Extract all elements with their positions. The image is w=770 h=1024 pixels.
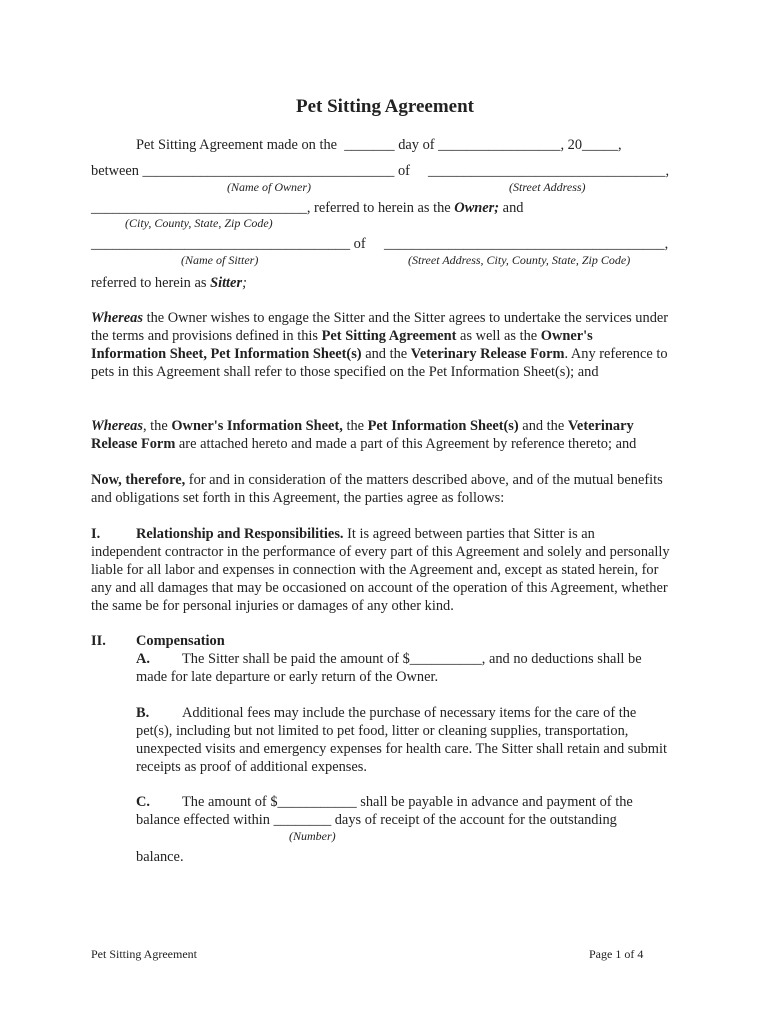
referred-text: referred to herein as [91, 275, 211, 291]
document-title: Pet Sitting Agreement [296, 96, 474, 117]
text: are attached hereto and made a part of this Agreement by reference thereto; and [175, 436, 637, 452]
whereas-paragraph-2 [91, 417, 671, 453]
semicolon: ; [242, 275, 247, 291]
text: and the [361, 346, 411, 362]
caption-city-county: (City, County, State, Zip Code) [125, 216, 273, 230]
and-text: and [499, 200, 524, 216]
bold-term: Owner's Information Sheet, [171, 418, 343, 434]
clause-b-label: B. [136, 705, 150, 721]
bold-term: Owner's Information Sheet, Pet Information Sheet(s) [91, 328, 593, 362]
footer-page-number: Page 1 of 4 [589, 947, 644, 961]
section-2-heading: Compensation [136, 633, 225, 649]
whereas-word: Whereas [91, 418, 143, 434]
text: as well as the [456, 328, 541, 344]
clause-a-text: The Sitter shall be paid the amount of $__________, and no deductions shall be made for late departure or early return of the Owner. [136, 651, 642, 685]
text: , the [142, 418, 172, 434]
clause-a [136, 650, 676, 686]
intro-line-sitter-term [91, 274, 247, 292]
text: for and in consideration of the matters described above, and of the mutual benefits and obligations set forth in this Agreement, the parties agree as follows: [91, 472, 663, 506]
clause-c-line-1 [136, 793, 633, 811]
footer-title: Pet Sitting Agreement [91, 947, 197, 961]
owner-term: Owner; [454, 200, 500, 216]
clause-a-label: A. [136, 651, 150, 667]
text: the Owner wishes to engage the Sitter and the Sitter agrees to undertake the services under the terms and provisions defined in this [91, 310, 669, 344]
clause-b-text: Additional fees may include the purchase of necessary items for the care of the pet(s), including but not limited to pet food, litter or cleaning supplies, transportation, unexpected visits and emergency expenses for health care. The Sitter shall retain and submit receipts as proof of additional expenses. [136, 705, 667, 775]
bold-term: Veterinary Release Form [91, 418, 634, 452]
caption-name-of-owner: (Name of Owner) [227, 180, 311, 194]
intro-line-owner-address: _________________________________, [428, 163, 670, 179]
section-1-body: independent contractor in the performance of every part of this Agreement and solely and personally liable for all labor and expenses in connection with the Agreement and, except as stated herein, for any and all damages that may be occasioned on account of the operation of this Agreement, whether the same be for personal injuries or damages of any other kind. [91, 544, 670, 614]
caption-street-address: (Street Address) [509, 180, 586, 194]
section-2-number: II. [91, 633, 106, 649]
caption-sitter-address: (Street Address, City, County, State, Zip Code) [408, 253, 631, 267]
text: the [342, 418, 368, 434]
clause-b [136, 704, 676, 776]
city-blank-text: ______________________________, referred to herein as the [91, 200, 455, 216]
clause-c-line-2: balance effected within ________ days of receipt of the account for the outstanding [136, 812, 617, 828]
intro-line-date: Pet Sitting Agreement made on the _______ day of _________________, 20_____, [136, 137, 622, 153]
caption-number: (Number) [289, 829, 336, 843]
bold-term: Veterinary Release Form [410, 346, 565, 362]
text: It is agreed between parties that Sitter is an [343, 526, 595, 542]
text: and the [518, 418, 568, 434]
intro-line-city [91, 199, 523, 217]
intro-line-owner: between ___________________________________ of [91, 163, 410, 179]
intro-line-sitter-address: _______________________________________, [384, 236, 669, 252]
caption-name-of-sitter: (Name of Sitter) [181, 253, 259, 267]
bold-term: Pet Information Sheet(s) [367, 418, 519, 434]
intro-line-sitter: ____________________________________ of [91, 236, 366, 252]
bold-term: Pet Sitting Agreement [321, 328, 457, 344]
text: . Any reference to pets in this Agreement shall refer to those specified on the Pet Information Sheet(s); and [91, 346, 668, 380]
section-1-first-line [136, 525, 595, 543]
whereas-paragraph-1 [91, 309, 671, 381]
now-therefore-term: Now, therefore, [91, 472, 186, 488]
clause-c-label: C. [136, 794, 150, 810]
clause-c-text-1: The amount of $___________ shall be payable in advance and payment of the [182, 794, 633, 810]
whereas-word: Whereas [91, 310, 143, 326]
now-therefore-paragraph [91, 471, 671, 507]
section-1-heading: Relationship and Responsibilities. [136, 526, 344, 542]
sitter-term: Sitter [210, 275, 243, 291]
section-1-number: I. [91, 526, 101, 542]
clause-c-line-3: balance. [136, 849, 184, 865]
